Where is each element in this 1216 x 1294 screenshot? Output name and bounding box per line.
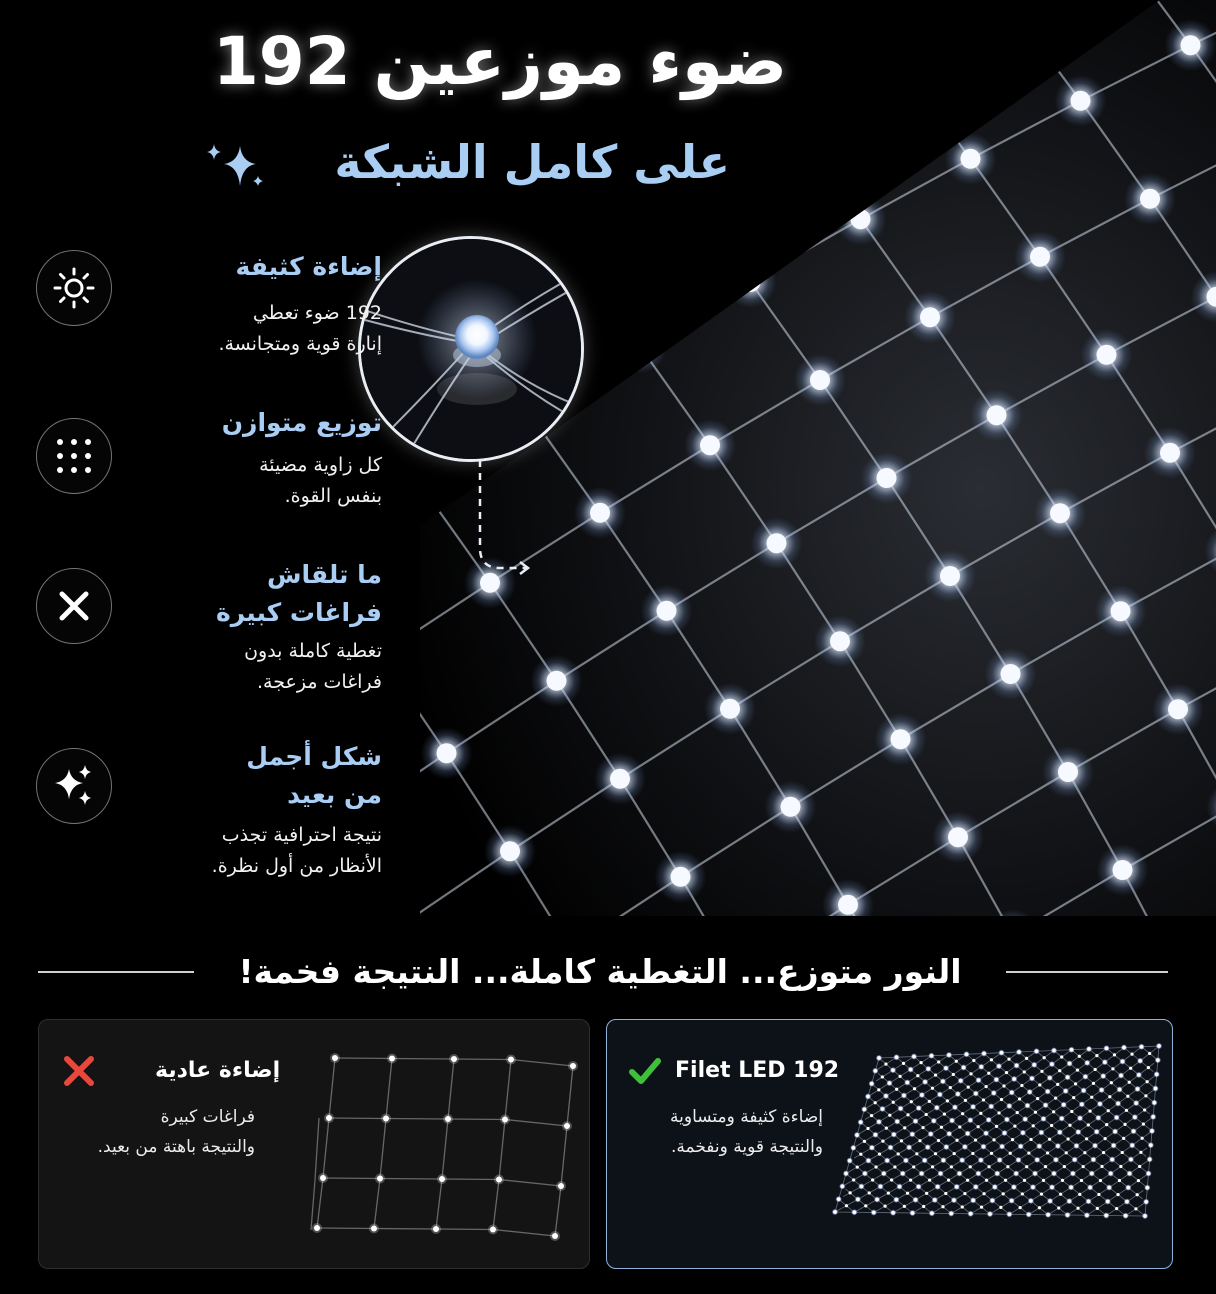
feature-title-line: فراغات كبيرة [215,598,382,627]
sun-icon [36,250,112,326]
comparison-heading: النور متوزع... التغطية كاملة... النتيجة فخمة! [238,952,962,991]
feature-title-line: ما تلقاش [266,560,382,589]
dense-net-image [829,1040,1165,1250]
headline: 192 ضوء موزعين [212,23,788,100]
feature-title-line: شكل أجمل [246,742,382,771]
feature-title-line: توزيع متوازن [221,408,382,437]
comparison-card-regular [38,1019,590,1269]
feature-title-line: إضاءة كثيفة [235,252,382,281]
led-closeup-circle [358,236,584,462]
green-check-icon [627,1053,663,1089]
zoom-pointer-arrow [470,458,540,578]
dot-grid-icon [36,418,112,494]
feature-desc-line: نتيجة احترافية تجذب [221,824,382,846]
divider-line [38,971,194,973]
x-icon [36,568,112,644]
sparkle-icon [200,142,266,190]
feature-desc-line: 192 ضوء تعطي [252,302,382,324]
card-title: Filet LED 192 [675,1058,840,1083]
feature-desc-line: بنفس القوة. [284,485,382,507]
subheadline-row [200,132,740,196]
feature-desc-line: تغطية كاملة بدون [244,640,382,662]
feature-desc-line: إنارة قوية ومتجانسة. [218,333,382,355]
sparse-net-image [285,1040,590,1250]
card-desc-line: والنتيجة قوية ونفخمة. [670,1137,823,1157]
card-desc-line: فراغات كبيرة [160,1107,255,1127]
feature-desc-line: فراغات مزعجة. [257,671,382,693]
feature-desc-line: الأنظار من أول نظرة. [211,855,382,877]
card-title: إضاءة عادية [155,1058,281,1083]
card-desc-line: والنتيجة باهتة من بعيد. [97,1137,255,1157]
card-desc-line: إضاءة كثيفة ومتساوية [670,1107,823,1127]
sparkles-icon [36,748,112,824]
comparison-card-filet [606,1019,1173,1269]
divider-line [1006,971,1168,973]
feature-title-line: من بعيد [287,780,382,809]
photo-bottom-edge [0,916,1216,920]
red-x-icon [61,1053,97,1089]
led-closeup-image [361,239,584,462]
feature-desc-line: كل زاوية مضيئة [259,454,382,476]
subheadline: على كامل الشبكة [334,135,730,189]
